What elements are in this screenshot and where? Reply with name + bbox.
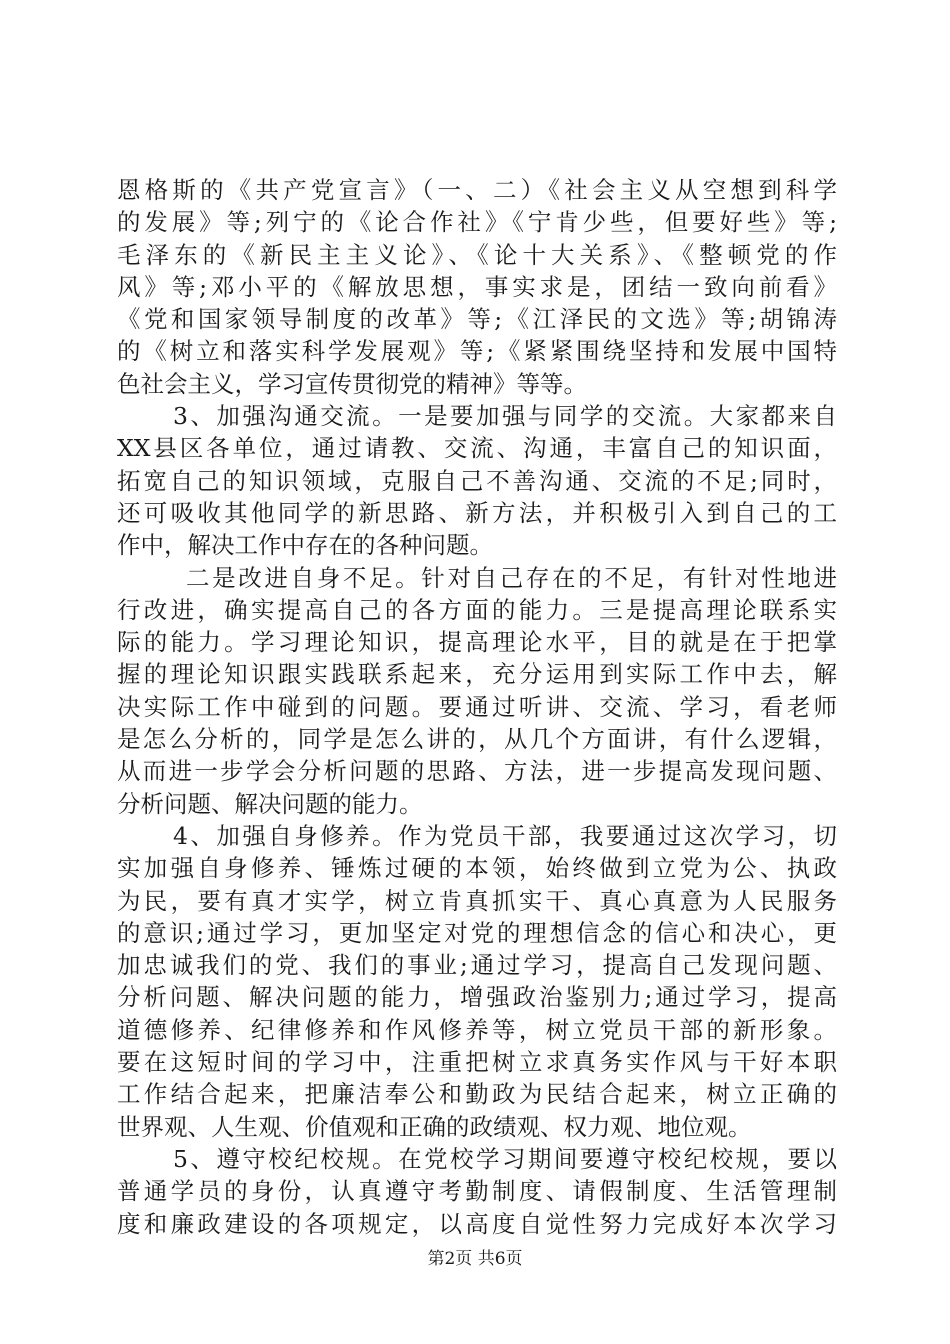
text-line: 分析问题、解决问题的能力，增强政治鉴别力;通过学习，提高: [117, 983, 837, 1012]
text-line: 拓宽自己的知识领域，克服自己不善沟通、交流的不足;同时，: [117, 466, 837, 495]
text-line: 的《树立和落实科学发展观》等;《紧紧围绕坚持和发展中国特: [117, 337, 837, 366]
page-footer: 第2页 共6页: [427, 1249, 523, 1269]
text-line: 《党和国家领导制度的改革》等;《江泽民的文选》等;胡锦涛: [117, 305, 837, 334]
text-line: 的发展》等;列宁的《论合作社》《宁肯少些，但要好些》等;: [117, 208, 837, 237]
text-line: 道德修养、纪律修养和作风修养等，树立党员干部的新形象。: [117, 1015, 837, 1044]
text-line: 普通学员的身份，认真遵守考勤制度、请假制度、生活管理制: [117, 1177, 837, 1206]
text-line: 5、遵守校纪校规。在党校学习期间要遵守校纪校规，要以: [173, 1144, 837, 1173]
text-line: XX县区各单位，通过请教、交流、沟通，丰富自己的知识面，: [117, 434, 837, 463]
text-line: 加忠诚我们的党、我们的事业;通过学习，提高自己发现问题、: [117, 951, 837, 980]
text-line: 是怎么分析的，同学是怎么讲的，从几个方面讲，有什么逻辑，: [117, 725, 837, 754]
text-line: 风》等;邓小平的《解放思想，事实求是，团结一致向前看》: [117, 272, 837, 301]
text-line: 要在这短时间的学习中，注重把树立求真务实作风与干好本职: [117, 1048, 837, 1077]
text-line: 实加强自身修养、锤炼过硬的本领，始终做到立党为公、执政: [117, 854, 837, 883]
text-line: 的意识;通过学习，更加坚定对党的理想信念的信心和决心，更: [117, 918, 837, 947]
text-line: 恩格斯的《共产党宣言》（一、二）《社会主义从空想到科学: [117, 176, 837, 204]
text-line: 行改进，确实提高自己的各方面的能力。三是提高理论联系实: [117, 595, 837, 624]
text-line: 4、加强自身修养。作为党员干部，我要通过这次学习，切: [173, 821, 837, 850]
text-line: 世界观、人生观、价值观和正确的政绩观、权力观、地位观。: [117, 1112, 752, 1141]
text-line: 工作结合起来，把廉洁奉公和勤政为民结合起来，树立正确的: [117, 1080, 837, 1109]
body-text: [117, 174, 837, 1240]
text-line: 决实际工作中碰到的问题。要通过听讲、交流、学习，看老师: [117, 692, 837, 721]
text-line: 从而进一步学会分析问题的思路、方法，进一步提高发现问题、: [117, 757, 837, 786]
text-line: 还可吸收其他同学的新思路、新方法，并积极引入到自己的工: [117, 498, 837, 527]
text-line: 握的理论知识跟实践联系起来，充分运用到实际工作中去，解: [117, 660, 837, 689]
text-line: 毛泽东的《新民主主义论》、《论十大关系》、《整顿党的作: [117, 240, 837, 269]
text-line: 色社会主义，学习宣传贯彻党的精神》等等。: [117, 369, 587, 398]
text-line: 二是改进自身不足。针对自己存在的不足，有针对性地进: [186, 563, 837, 592]
text-line: 际的能力。学习理论知识，提高理论水平，目的就是在于把掌: [117, 628, 837, 657]
text-line: 作中，解决工作中存在的各种问题。: [117, 531, 493, 560]
text-line: 度和廉政建设的各项规定，以高度自觉性努力完成好本次学习: [117, 1209, 837, 1238]
text-line: 分析问题、解决问题的能力。: [117, 789, 423, 818]
text-line: 3、加强沟通交流。一是要加强与同学的交流。大家都来自: [173, 402, 837, 431]
text-line: 为民，要有真才实学，树立肯真抓实干、真心真意为人民服务: [117, 886, 837, 915]
